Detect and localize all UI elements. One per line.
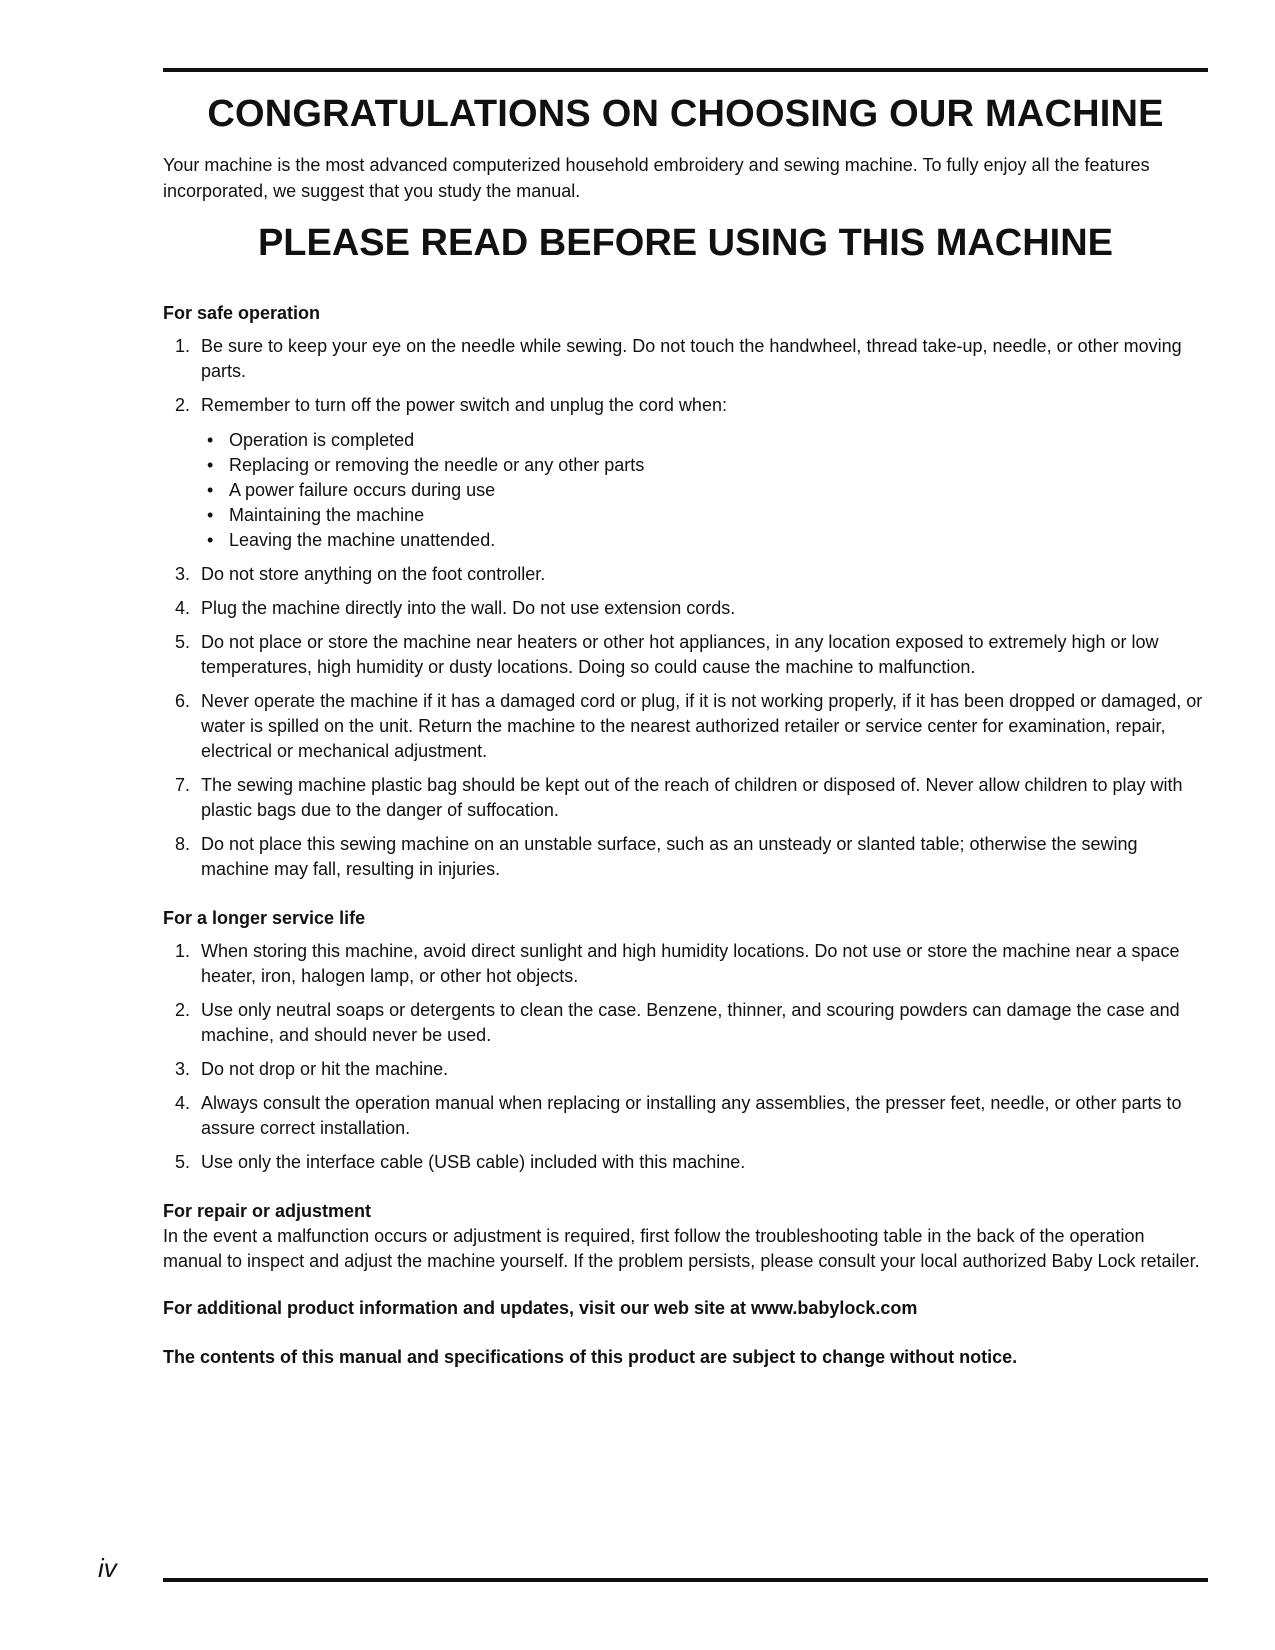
list-item <box>163 1057 1208 1082</box>
item-text: The sewing machine plastic bag should be kept out of the reach of children or disposed of. Never allow children to play with plastic bags due to the danger of suffocation. <box>201 775 1183 820</box>
item-text: Use only neutral soaps or detergents to clean the case. Benzene, thinner, and scouring powders can damage the case and machine, and should never be used. <box>201 1000 1180 1045</box>
disclaimer-note: The contents of this manual and specifications of this product are subject to change without notice. <box>163 1347 1018 1367</box>
bullet-text: Replacing or removing the needle or any other parts <box>229 455 645 475</box>
item-number: 7. <box>175 775 191 795</box>
item-text: Never operate the machine if it has a damaged cord or plug, if it is not working properly, if it has been dropped or damaged, or water is spilled on the unit. Return the machine to the nearest authorized retailer or service center for examination, repair, electrical or mechanical adjustment. <box>201 691 1203 761</box>
list-item <box>163 939 1208 989</box>
item-text: When storing this machine, avoid direct sunlight and high humidity locations. Do not use or store the machine near a space heater, iron, halogen lamp, or other hot objects. <box>201 941 1180 986</box>
bullet-icon: • <box>207 430 214 450</box>
item-number: 2. <box>175 395 191 415</box>
website-note: For additional product information and updates, visit our web site at www.babylock.com <box>163 1298 918 1318</box>
item-text: Remember to turn off the power switch and unplug the cord when: <box>201 395 727 415</box>
bullet-text: Leaving the machine unattended. <box>229 530 496 550</box>
bullet-text: Maintaining the machine <box>229 505 425 525</box>
bullet-item <box>201 428 1208 453</box>
safe-operation-heading: For safe operation <box>163 303 321 323</box>
item-number: 2. <box>175 1000 191 1020</box>
bullet-icon: • <box>207 455 214 475</box>
list-item <box>163 334 1208 384</box>
list-item <box>163 689 1208 764</box>
unplug-conditions-list <box>201 428 1208 553</box>
list-item <box>163 1091 1208 1141</box>
bottom-rule <box>163 1578 1208 1582</box>
page-content <box>163 88 1208 1370</box>
bullet-text: Operation is completed <box>229 430 415 450</box>
service-life-list <box>163 939 1208 1175</box>
item-number: 1. <box>175 941 191 961</box>
item-number: 8. <box>175 834 191 854</box>
item-text: Do not place or store the machine near heaters or other hot appliances, in any location exposed to extremely high or low temperatures, high humidity or dusty locations. Doing so could cause the machine to malfunction. <box>201 632 1159 677</box>
item-number: 6. <box>175 691 191 711</box>
list-item <box>163 998 1208 1048</box>
item-number: 5. <box>175 1152 191 1172</box>
item-number: 4. <box>175 598 191 618</box>
item-number: 4. <box>175 1093 191 1113</box>
intro-paragraph: Your machine is the most advanced computerized household embroidery and sewing machine. To fully enjoy all the features incorporated, we suggest that you study the manual. <box>163 155 1150 201</box>
item-text: Use only the interface cable (USB cable) included with this machine. <box>201 1152 746 1172</box>
bullet-item <box>201 453 1208 478</box>
list-item <box>163 393 1208 553</box>
item-text: Always consult the operation manual when replacing or installing any assemblies, the presser feet, needle, or other parts to assure correct installation. <box>201 1093 1182 1138</box>
top-rule <box>163 68 1208 72</box>
list-item <box>163 562 1208 587</box>
service-life-heading: For a longer service life <box>163 908 366 928</box>
item-number: 5. <box>175 632 191 652</box>
bullet-text: A power failure occurs during use <box>229 480 496 500</box>
item-number: 1. <box>175 336 191 356</box>
bullet-item <box>201 478 1208 503</box>
item-text: Be sure to keep your eye on the needle while sewing. Do not touch the handwheel, thread take-up, needle, or other moving parts. <box>201 336 1182 381</box>
bullet-item <box>201 528 1208 553</box>
bullet-icon: • <box>207 530 214 550</box>
page-number: iv <box>98 1553 117 1583</box>
list-item <box>163 630 1208 680</box>
item-text: Do not place this sewing machine on an unstable surface, such as an unsteady or slanted table; otherwise the sewing machine may fall, resulting in injuries. <box>201 834 1138 879</box>
bullet-icon: • <box>207 480 214 500</box>
list-item <box>163 596 1208 621</box>
page-title: CONGRATULATIONS ON CHOOSING OUR MACHINE <box>207 93 1164 135</box>
item-text: Plug the machine directly into the wall. Do not use extension cords. <box>201 598 736 618</box>
repair-paragraph: In the event a malfunction occurs or adjustment is required, first follow the troubleshooting table in the back of the operation manual to inspect and adjust the machine yourself. If the problem persists, please consult your local authorized Baby Lock retailer. <box>163 1226 1200 1271</box>
repair-heading: For repair or adjustment <box>163 1201 372 1221</box>
notice-title: PLEASE READ BEFORE USING THIS MACHINE <box>257 222 1114 264</box>
list-item <box>163 832 1208 882</box>
bullet-icon: • <box>207 505 214 525</box>
bullet-item <box>201 503 1208 528</box>
item-number: 3. <box>175 1059 191 1079</box>
list-item <box>163 1150 1208 1175</box>
safe-operation-list <box>163 334 1208 882</box>
list-item <box>163 773 1208 823</box>
item-number: 3. <box>175 564 191 584</box>
item-text: Do not drop or hit the machine. <box>201 1059 449 1079</box>
item-text: Do not store anything on the foot controller. <box>201 564 546 584</box>
